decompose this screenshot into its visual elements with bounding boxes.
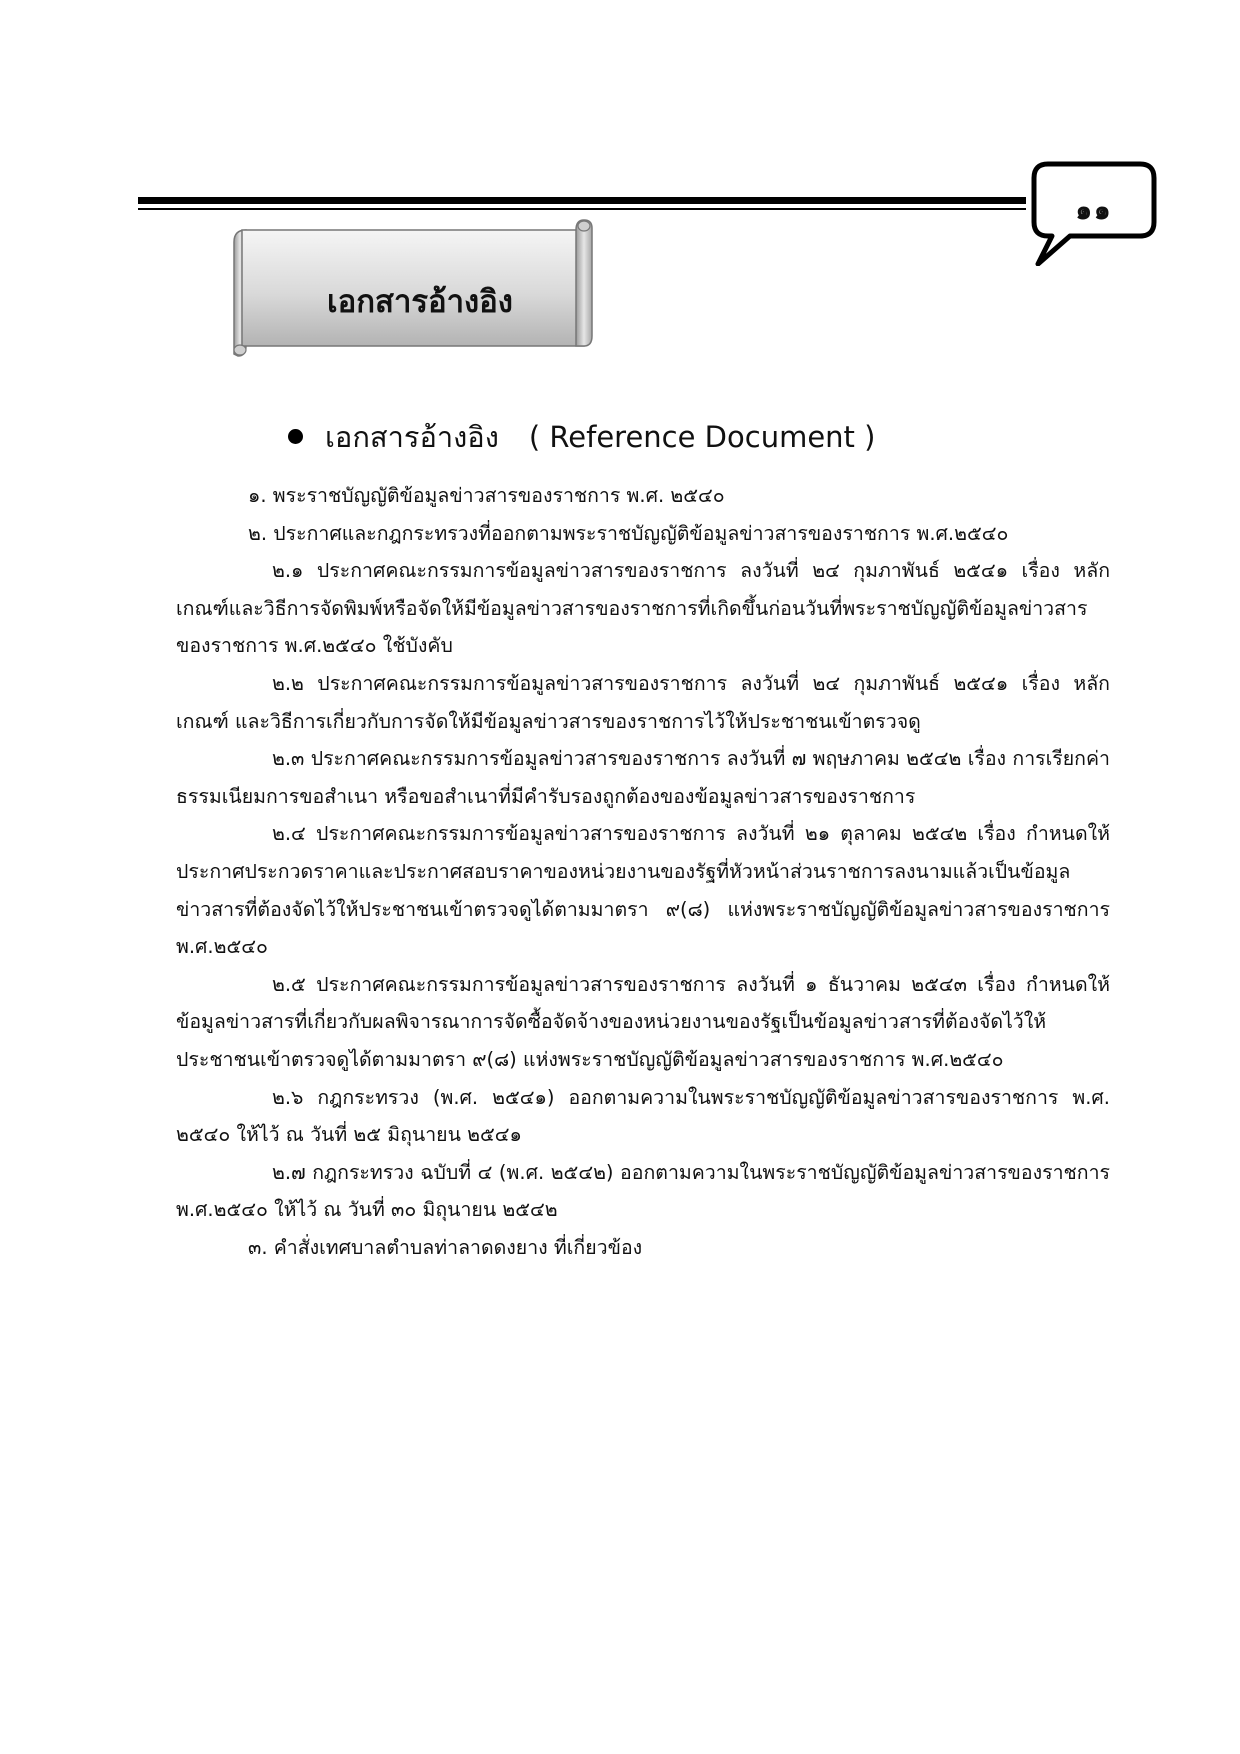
reference-item-2-2: ๒.๒ ประกาศคณะกรรมการข้อมูลข่าวสารของราชการ ลงวันที่ ๒๔ กุมภาพันธ์ ๒๕๔๑ เรื่อง หลักเกณฑ์ และวิธีการเกี่ยวกับการจัดให้มีข้อมูลข่าวสารของราชการไว้ให้ประชาชนเข้าตรวจดู xyxy=(176,671,1110,733)
section-heading xyxy=(288,414,875,460)
reference-item-2-5: ๒.๕ ประกาศคณะกรรมการข้อมูลข่าวสารของราชการ ลงวันที่ ๑ ธันวาคม ๒๕๔๓ เรื่อง กำหนดให้ข้อมูลข่าวสารที่เกี่ยวกับผลพิจารณาการจัดซื้อจัดจ้างของหน่วยงานของรัฐเป็นข้อมูลข่าวสารที่ต้องจัดไว้ให้ประชาชนเข้าตรวจดูได้ตามมาตรา ๙(๘) แห่งพระราชบัญญัติข้อมูลข่าวสารของราชการ พ.ศ.๒๕๔๐ xyxy=(176,972,1110,1071)
scroll-title: เอกสารอ้างอิง xyxy=(327,284,513,320)
reference-item-2-7: ๒.๗ กฎกระทรวง ฉบับที่ ๔ (พ.ศ. ๒๕๔๒) ออกตามความในพระราชบัญญัติข้อมูลข่าวสารของราชการ พ.ศ.๒๕๔๐ ให้ไว้ ณ วันที่ ๓๐ มิถุนายน ๒๕๔๒ xyxy=(176,1160,1110,1222)
reference-item-2-6: ๒.๖ กฎกระทรวง (พ.ศ. ๒๕๔๑) ออกตามความในพระราชบัญญัติข้อมูลข่าวสารของราชการ พ.ศ. ๒๕๔๐ ให้ไว้ ณ วันที่ ๒๕ มิถุนายน ๒๕๔๑ xyxy=(176,1085,1110,1147)
section-title-en: ( Reference Document ) xyxy=(528,420,876,454)
header-rule-thick xyxy=(138,197,1026,204)
reference-list xyxy=(176,477,1110,1266)
reference-item-3: ๓. คำสั่งเทศบาลตำบลท่าลาดดงยาง ที่เกี่ยวข้อง xyxy=(248,1235,643,1259)
reference-item-2-1: ๒.๑ ประกาศคณะกรรมการข้อมูลข่าวสารของราชการ ลงวันที่ ๒๔ กุมภาพันธ์ ๒๕๔๑ เรื่อง หลักเกณฑ์และวิธีการจัดพิมพ์หรือจัดให้มีข้อมูลข่าวสารของราชการที่เกิดขึ้นก่อนวันที่พระราชบัญญัติข้อมูลข่าวสารของราชการ พ.ศ.๒๕๔๐ ใช้บังคับ xyxy=(176,559,1110,658)
reference-item-2: ๒. ประกาศและกฎกระทรวงที่ออกตามพระราชบัญญัติข้อมูลข่าวสารของราชการ พ.ศ.๒๕๔๐ xyxy=(248,521,1009,545)
bullet-icon xyxy=(288,429,303,444)
reference-item-1: ๑. พระราชบัญญัติข้อมูลข่าวสารของราชการ พ.ศ. ๒๕๔๐ xyxy=(248,484,725,507)
page-number: ๑๑ xyxy=(1075,196,1113,226)
reference-item-2-4: ๒.๔ ประกาศคณะกรรมการข้อมูลข่าวสารของราชการ ลงวันที่ ๒๑ ตุลาคม ๒๕๔๒ เรื่อง กำหนดให้ประกาศประกวดราคาและประกาศสอบราคาของหน่วยงานของรัฐที่หัวหน้าส่วนราชการลงนามแล้วเป็นข้อมูลข่าวสารที่ต้องจัดไว้ให้ประชาชนเข้าตรวจดูได้ตามมาตรา ๙(๘) แห่งพระราชบัญญัติข้อมูลข่าวสารของราชการ พ.ศ.๒๕๔๐ xyxy=(176,822,1110,959)
header-rule-thin xyxy=(138,208,1026,210)
section-title-th: เอกสารอ้างอิง xyxy=(325,420,499,454)
reference-item-2-3: ๒.๓ ประกาศคณะกรรมการข้อมูลข่าวสารของราชการ ลงวันที่ ๗ พฤษภาคม ๒๕๔๒ เรื่อง การเรียกค่าธรรมเนียมการขอสำเนา หรือขอสำเนาที่มีคำรับรองถูกต้องของข้อมูลข่าวสารของราชการ xyxy=(176,747,1110,808)
